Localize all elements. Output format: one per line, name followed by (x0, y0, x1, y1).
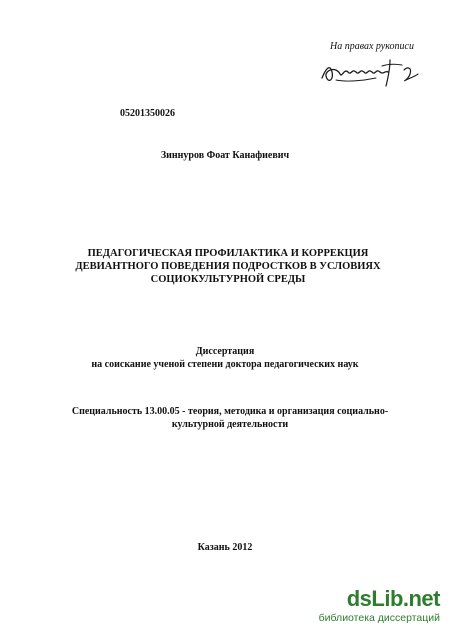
author-name: Зиннуров Фоат Канафиевич (160, 150, 290, 161)
dissertation-info (0, 345, 450, 371)
title-line: ПЕДАГОГИЧЕСКАЯ ПРОФИЛАКТИКА И КОРРЕКЦИЯ (87, 248, 369, 259)
specialty-line: культурной деятельности (171, 419, 289, 430)
title-line: ДЕВИАНТНОГО ПОВЕДЕНИЯ ПОДРОСТКОВ В УСЛОВИЯХ (75, 261, 381, 272)
city-year: Казань 2012 (197, 542, 253, 553)
dslib-watermark (312, 586, 446, 626)
rights-note: На правах рукописи (330, 41, 414, 52)
watermark-tagline: библиотека диссертаций (318, 612, 440, 624)
specialty-line: Специальность 13.00.05 - теория, методика и организация социально- (71, 406, 389, 417)
degree-line: на соискание ученой степени доктора педагогических наук (91, 359, 359, 370)
specialty-block (40, 405, 420, 431)
dissertation-type: Диссертация (195, 346, 255, 357)
document-number: 05201350026 (120, 108, 175, 119)
watermark-brand (347, 586, 440, 612)
handwritten-signature (316, 54, 422, 90)
watermark-brand-text: dsLib.net (346, 586, 440, 611)
dissertation-title (60, 247, 396, 286)
title-line: СОЦИОКУЛЬТУРНОЙ СРЕДЫ (150, 274, 306, 285)
